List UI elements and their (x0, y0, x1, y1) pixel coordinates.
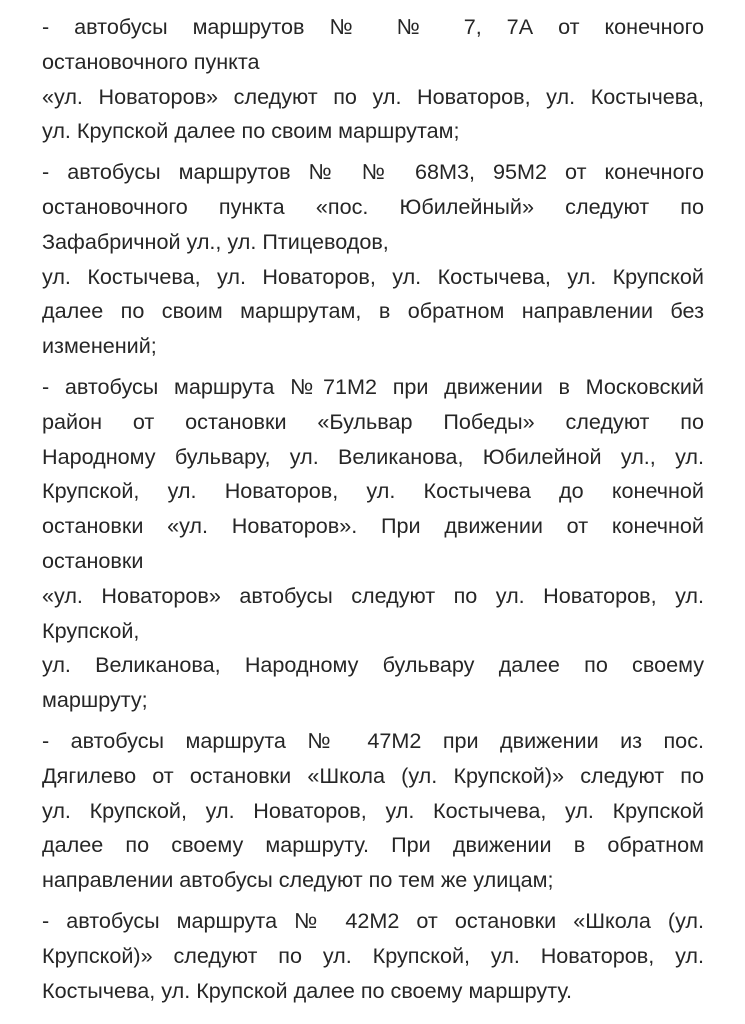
text-line: ул. Великанова, Народному бульвару далее по своему (42, 652, 704, 678)
text-line: ул. Костычева, ул. Новаторов, ул. Костычева, ул. Крупской (42, 263, 704, 289)
text-line: Костычева, ул. Крупской далее по своему маршруту. (42, 977, 572, 1003)
text-line: остановочного пункта «пос. Юбилейный» следуют по (42, 193, 704, 219)
text-line: маршруту; (42, 687, 148, 713)
text-line: Крупской)» следуют по ул. Крупской, ул. Новаторов, ул. (42, 942, 704, 968)
text-line: - автобусы маршрута № 42М2 от остановки «Школа (ул. (42, 907, 704, 933)
text-line: «ул. Новаторов» автобусы следуют по ул. Новаторов, ул. (42, 582, 704, 608)
text-line: «ул. Новаторов» следуют по ул. Новаторов, ул. Костычева, (42, 83, 704, 109)
route-paragraph-47m2 (42, 724, 704, 898)
text-line: далее по своим маршрутам, в обратном направлении без (42, 298, 704, 324)
text-line: изменений; (42, 333, 157, 359)
text-line: остановочного пункта (42, 48, 260, 74)
text-line: Народному бульвару, ул. Великанова, Юбилейной ул., ул. (42, 443, 704, 469)
text-line: ул. Крупской, ул. Новаторов, ул. Костычева, ул. Крупской (42, 797, 704, 823)
route-paragraph-7-7a (42, 10, 704, 149)
route-paragraph-68m3-95m2 (42, 155, 704, 364)
text-line: - автобусы маршрутов № № 68М3, 95М2 от конечного (42, 159, 704, 185)
route-paragraph-42m2 (42, 904, 704, 1008)
text-line: район от остановки «Бульвар Победы» следуют по (42, 408, 704, 434)
text-line: - автобусы маршрута № 47М2 при движении из пос. (42, 727, 704, 753)
text-line: Зафабричной ул., ул. Птицеводов, (42, 228, 389, 254)
text-line: Крупской, (42, 617, 140, 643)
text-line: Дягилево от остановки «Школа (ул. Крупской)» следуют по (42, 762, 704, 788)
text-line: - автобусы маршрута №71М2 при движении в Московский (42, 373, 704, 399)
text-line: далее по своему маршруту. При движении в обратном (42, 832, 704, 858)
text-line: остановки «ул. Новаторов». При движении от конечной (42, 513, 704, 539)
text-line: - автобусы маршрутов № № 7, 7А от конечного (42, 14, 704, 39)
text-line: направлении автобусы следуют по тем же улицам; (42, 867, 554, 893)
route-paragraph-71m2 (42, 370, 704, 718)
text-line: ул. Крупской далее по своим маршрутам; (42, 118, 460, 144)
document-body (42, 10, 704, 1014)
text-line: остановки (42, 547, 144, 573)
text-line: Крупской, ул. Новаторов, ул. Костычева до конечной (42, 478, 704, 504)
